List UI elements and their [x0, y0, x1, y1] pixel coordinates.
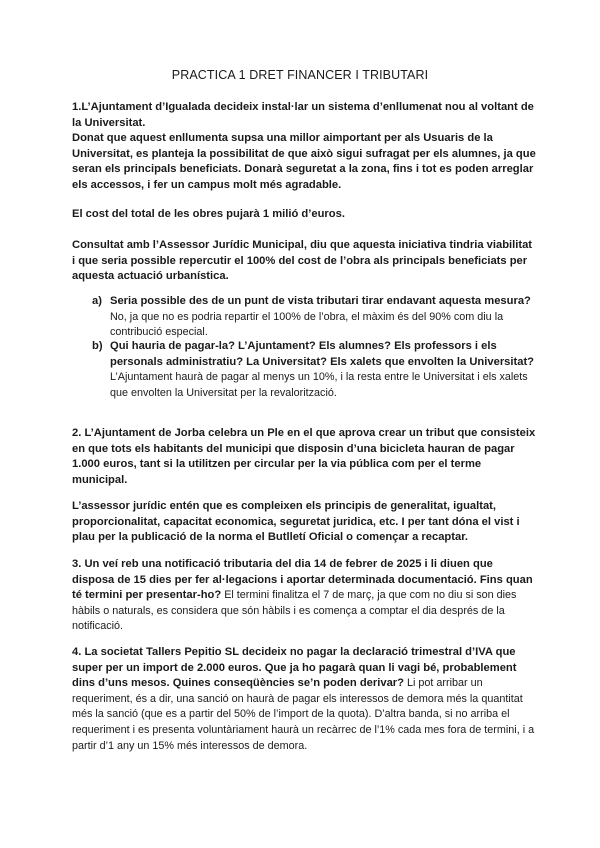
- q1-item-a-answer: No, ja que no es podria repartir el 100% de l’obra, el màxim és del 90% com diu la contribució especial.: [110, 310, 504, 339]
- q3: [72, 557, 538, 635]
- q1-item-a: [92, 294, 538, 341]
- q1-item-b-answer: L’Ajuntament haurà de pagar al menys un 10%, i la resta entre le Universitat i els xalets que envolten la Universitat per la revalorització.: [110, 371, 528, 399]
- q1-item-b: [92, 339, 538, 401]
- q3-answer: El termini finalitza el 7 de març, ja que com no diu si son dies hàbils o naturals, es considera que són hàbils i es comença a comptar el dia després de la notificació.: [72, 589, 517, 633]
- q1-intro: [72, 100, 538, 194]
- q1-item-b-question: Qui hauria de pagar-la? L’Ajuntament? Els alumnes? Els professors i els personals administratiu? La Universitat? Els xalets que envolten la Universitat?: [110, 340, 535, 368]
- q1-item-b-marker: b): [92, 340, 103, 352]
- q4-answer: Li pot arribar un requeriment, és a dir, una sanció on haurà de pagar els interessos de demora més la quantitat més la sanció (que es a partir del 50% de l’import de la quota). D’altra banda, si no arriba el requeriment i es presenta voluntàriament haurà un recàrrec de l’1% cada mes fora de termini, i a partir d’1 any un 15% més interessos de demora.: [72, 677, 535, 752]
- q1-cost: El cost del total de les obres pujarà 1 milió d’euros.: [72, 208, 345, 220]
- q1-intro-heading: 1.L’Ajuntament d’Igualada decideix instal·lar un sistema d’enllumenat nou al voltant de la Universitat.: [72, 101, 534, 129]
- q3-question: 3. Un veí reb una notificació tributaria del dia 14 de febrer de 2025 i li diuen que disposa de 15 dies per fer al·legacions i aportar determinada documentació. Fins quan té termini per presentar-ho?: [72, 558, 533, 602]
- q1-item-a-marker: a): [92, 295, 102, 307]
- q1-consult: Consultat amb l’Assessor Jurídic Municipal, diu que aquesta iniciativa tindria viabilitat i que seria possible repercutir el 100% del cost de l’obra als principals beneficiats per aquesta actuació urbanística.: [72, 239, 533, 283]
- q4-question: 4. La societat Tallers Pepitio SL decideix no pagar la declaració trimestral d’IVA que super per un import de 2.000 euros. Que ja ho pagarà quan li vagi bé, probablement dins d’uns mesos. Quines conseqüències se’n poden derivar?: [72, 646, 517, 690]
- q1-intro-body: Donat que aquest enllumenta supsa una millor aimportant per als Usuaris de la Universitat, es planteja la possibilitat de que això sigui sufragat per els alumnes, ja que seran els principals beneficiats. Donarà seguretat a la zona, fins i tot es poden arreglar els accessos, i fer un campus molt més agradable.: [72, 132, 536, 191]
- q4: [72, 645, 538, 754]
- document-title: PRACTICA 1 DRET FINANCER I TRIBUTARI: [171, 68, 429, 82]
- q1-item-a-question: Seria possible des de un punt de vista tributari tirar endavant aquesta mesura?: [110, 295, 531, 307]
- q2-answer: L’assessor jurídic entén que es compleixen els principis de generalitat, igualtat, proporcionalitat, capacitat economica, seguretat juridica, etc. I per tant dóna el vist i plau per la publicació de la norma el Butlletí Oficial o començar a recaptar.: [72, 500, 520, 544]
- q2-statement: 2. L’Ajuntament de Jorba celebra un Ple en el que aprova crear un tribut que consisteix en que tots els habitants del municipi que disposin d’una bicicleta hauran de pagar 1.000 euros, tant si la utilitzen per circular per la via pública com per el terme municipal.: [72, 427, 536, 486]
